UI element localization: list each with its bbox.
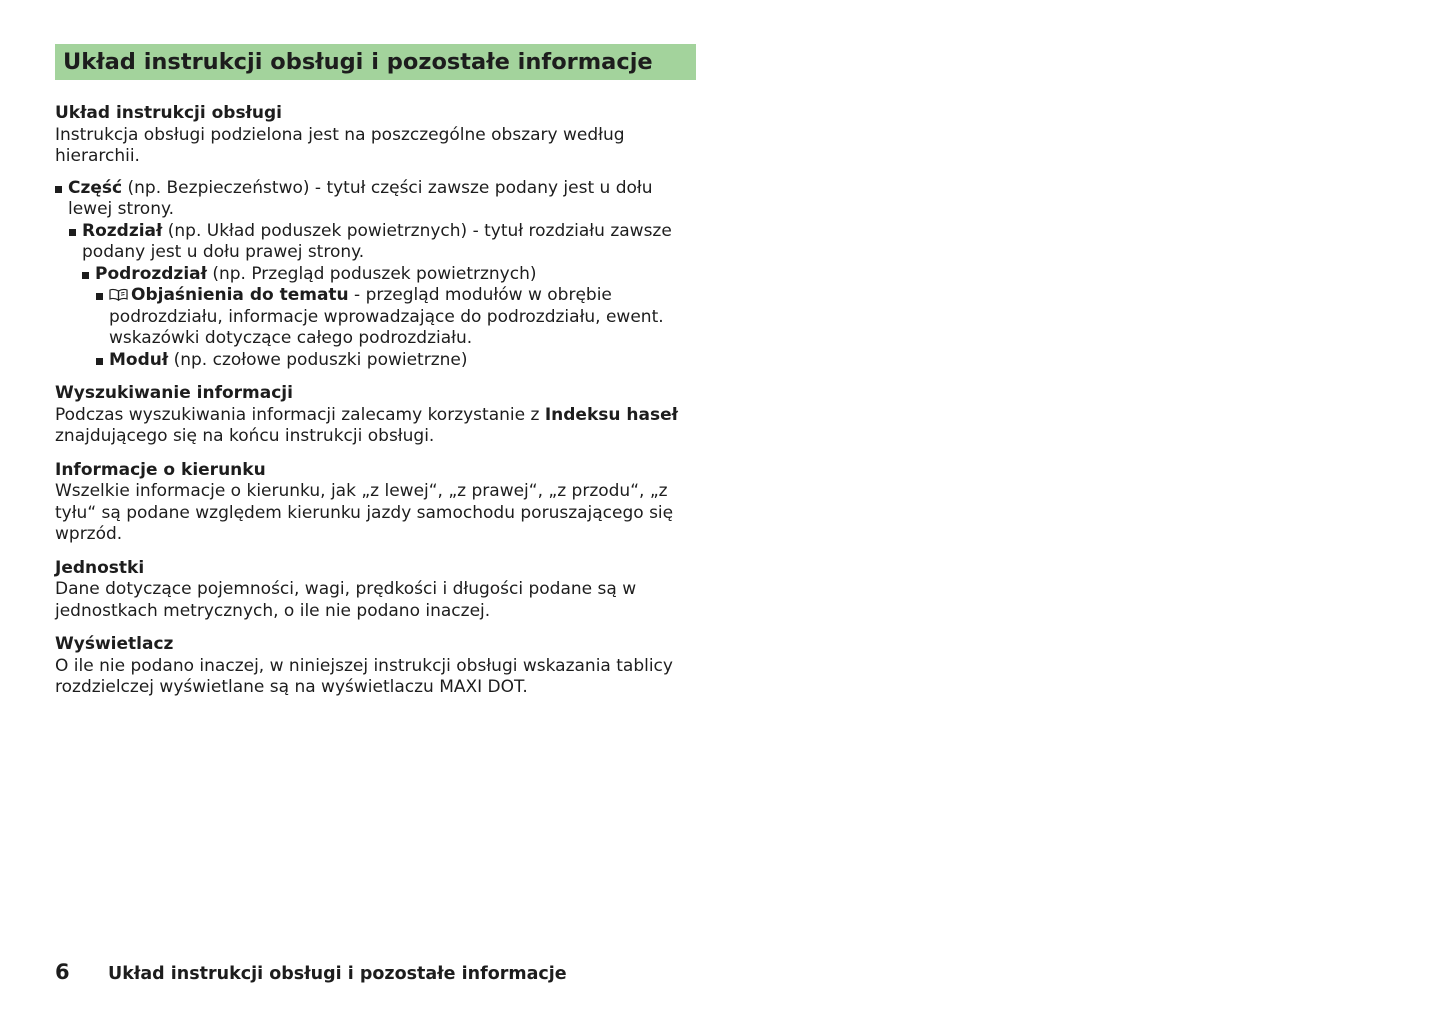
section-heading: Wyszukiwanie informacji <box>55 383 293 403</box>
section-heading: Układ instrukcji obsługi <box>55 103 282 123</box>
bullet-icon <box>55 186 62 193</box>
section-layout <box>55 103 696 371</box>
section-heading: Wyświetlacz <box>55 634 174 654</box>
text-fragment: Podczas wyszukiwania informacji zalecamy korzystanie z <box>55 404 545 425</box>
book-icon <box>109 288 128 301</box>
item-description: (np. czołowe poduszki powietrzne) <box>168 349 468 370</box>
hierarchy-list <box>55 178 696 372</box>
list-item-subchapter <box>55 264 696 286</box>
page-number: 6 <box>55 960 70 984</box>
list-item-part <box>55 178 696 221</box>
footer-title: Układ instrukcji obsługi i pozostałe informacje <box>108 964 567 984</box>
index-reference: Indeksu haseł <box>544 404 678 425</box>
page-footer <box>55 960 567 984</box>
item-description: (np. Układ poduszek powietrznych) - tytuł rozdziału zawsze podany jest u dołu prawej strony. <box>82 220 672 262</box>
item-description: (np. Przegląd poduszek powietrznych) <box>206 263 537 284</box>
section-search <box>55 383 696 448</box>
section-heading: Jednostki <box>55 557 145 578</box>
section-text: O ile nie podano inaczej, w niniejszej instrukcji obsługi wskazania tablicy rozdzielczej wyświetlane są na wyświetlaczu MAXI DOT. <box>55 655 673 697</box>
list-item-chapter <box>55 221 696 264</box>
list-item-topic <box>55 285 696 350</box>
text-fragment: znajdującego się na końcu instrukcji obsługi. <box>55 426 435 446</box>
section-text: Dane dotyczące pojemności, wagi, prędkości i długości podane są w jednostkach metrycznych, o ile nie podano inaczej. <box>55 579 637 621</box>
section-display <box>55 634 696 699</box>
bullet-icon <box>69 229 76 236</box>
item-term: Podrozdział <box>95 263 207 284</box>
bullet-icon <box>96 293 103 300</box>
section-direction <box>55 460 696 546</box>
item-term: Objaśnienia do tematu <box>131 285 349 305</box>
section-text: Wszelkie informacje o kierunku, jak „z lewej“, „z prawej“, „z przodu“, „z tyłu“ są podane względem kierunku jazdy samochodu poruszającego się wprzód. <box>55 481 674 544</box>
section-text <box>55 405 696 448</box>
list-item-module <box>55 350 696 372</box>
bullet-icon <box>96 358 103 365</box>
item-description: - przegląd modułów w obrębie podrozdziału, informacje wprowadzające do podrozdziału, ewent. wskazówki dotyczące całego podrozdziału. <box>109 285 664 348</box>
section-heading: Informacje o kierunku <box>55 459 266 480</box>
item-description: (np. Bezpieczeństwo) - tytuł części zawsze podany jest u dołu lewej strony. <box>68 177 653 219</box>
item-term: Rozdział <box>82 220 163 241</box>
section-units <box>55 558 696 623</box>
item-term: Część <box>68 177 123 198</box>
bullet-icon <box>82 272 89 279</box>
section-text: Instrukcja obsługi podzielona jest na poszczególne obszary według hierarchii. <box>55 124 625 166</box>
item-term: Moduł <box>109 349 169 370</box>
page-title: Układ instrukcji obsługi i pozostałe informacje <box>55 44 696 80</box>
content-column <box>55 44 696 699</box>
